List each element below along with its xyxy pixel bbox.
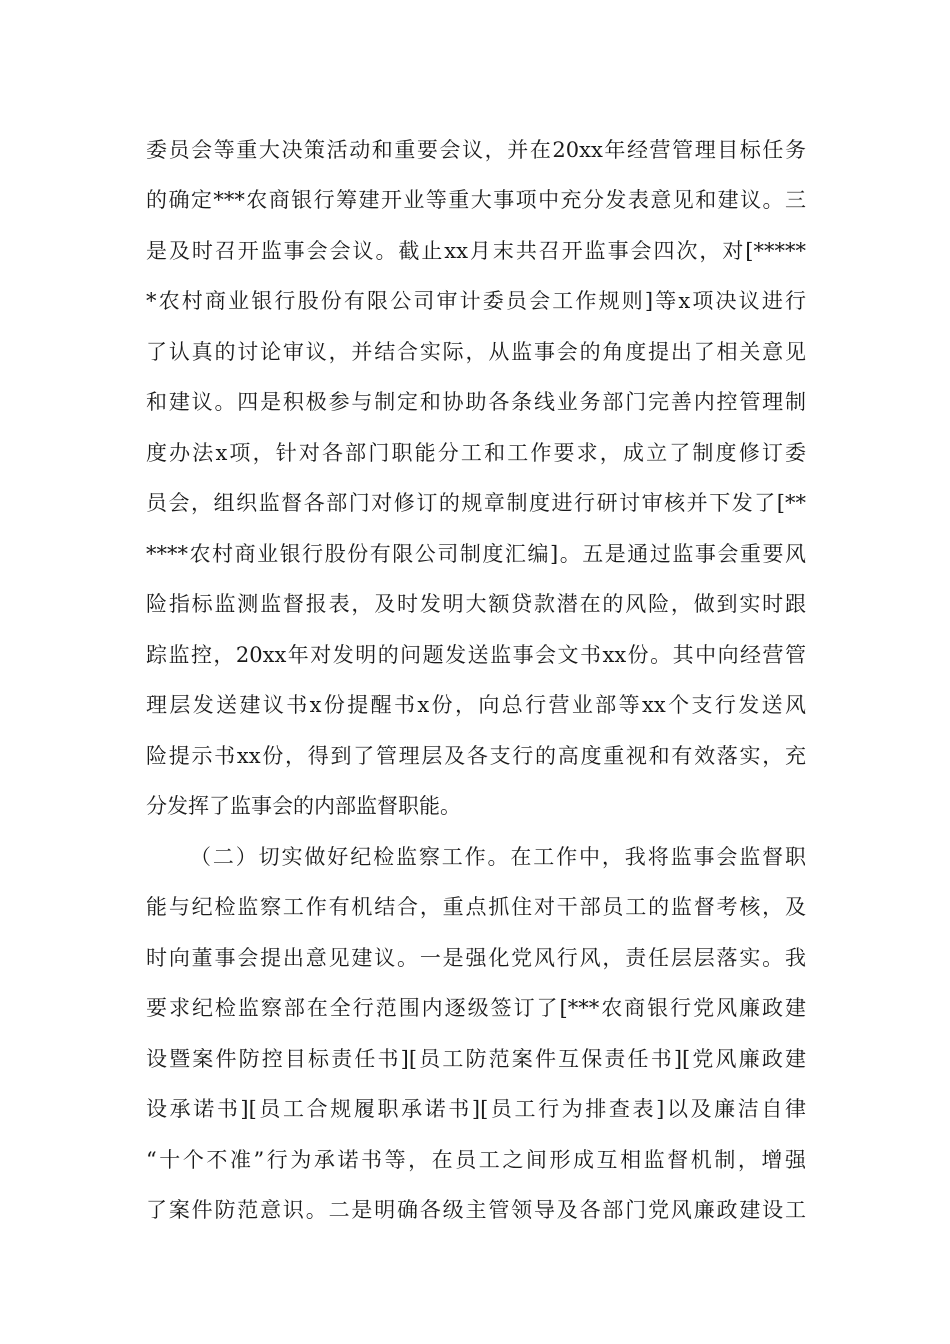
text-line: *农村商业银行股份有限公司审计委员会工作规则]等x项决议进行 — [146, 289, 806, 313]
paragraph-first-line: （二）切实做好纪检监察工作。在工作中，我将监事会监督职 — [190, 845, 806, 869]
text-line: ****农村商业银行股份有限公司制度汇编]。五是通过监事会重要风 — [146, 542, 806, 566]
text-line: 要求纪检监察部在全行范围内逐级签订了[***农商银行党风廉政建 — [146, 996, 806, 1020]
text-line: 员会，组织监督各部门对修订的规章制度进行研讨审核并下发了[** — [146, 491, 806, 515]
text-line: 险指标监测监督报表，及时发明大额贷款潜在的风险，做到实时跟 — [146, 592, 806, 616]
text-line: 能与纪检监察工作有机结合，重点抓住对干部员工的监督考核，及 — [146, 895, 806, 919]
text-line: 时向董事会提出意见建议。一是强化党风行风，责任层层落实。我 — [146, 946, 806, 970]
text-line: 理层发送建议书x份提醒书x份，向总行营业部等xx个支行发送风 — [146, 693, 806, 717]
text-line: 设暨案件防控目标责任书][员工防范案件互保责任书][党风廉政建 — [146, 1047, 806, 1071]
text-line: 踪监控，20xx年对发明的问题发送监事会文书xx份。其中向经营管 — [146, 643, 806, 667]
text-line: 和建议。四是积极参与制定和协助各条线业务部门完善内控管理制 — [146, 390, 806, 414]
text-line: “十个不准”行为承诺书等，在员工之间形成互相监督机制，增强 — [146, 1148, 806, 1172]
text-line: 的确定***农商银行筹建开业等重大事项中充分发表意见和建议。三 — [146, 188, 806, 212]
text-line: 险提示书xx份，得到了管理层及各支行的高度重视和有效落实，充 — [146, 744, 806, 768]
text-line: 设承诺书][员工合规履职承诺书][员工行为排查表]以及廉洁自律 — [146, 1097, 806, 1121]
text-line: 分发挥了监事会的内部监督职能。 — [146, 794, 461, 818]
text-line: 了案件防范意识。二是明确各级主管领导及各部门党风廉政建设工 — [146, 1198, 806, 1222]
text-line: 委员会等重大决策活动和重要会议，并在20xx年经营管理目标任务 — [146, 138, 806, 162]
text-line: 度办法x项，针对各部门职能分工和工作要求，成立了制度修订委 — [146, 441, 806, 465]
text-line: 了认真的讨论审议，并结合实际，从监事会的角度提出了相关意见 — [146, 340, 806, 364]
text-line: 是及时召开监事会会议。截止xx月末共召开监事会四次，对[***** — [146, 239, 806, 263]
